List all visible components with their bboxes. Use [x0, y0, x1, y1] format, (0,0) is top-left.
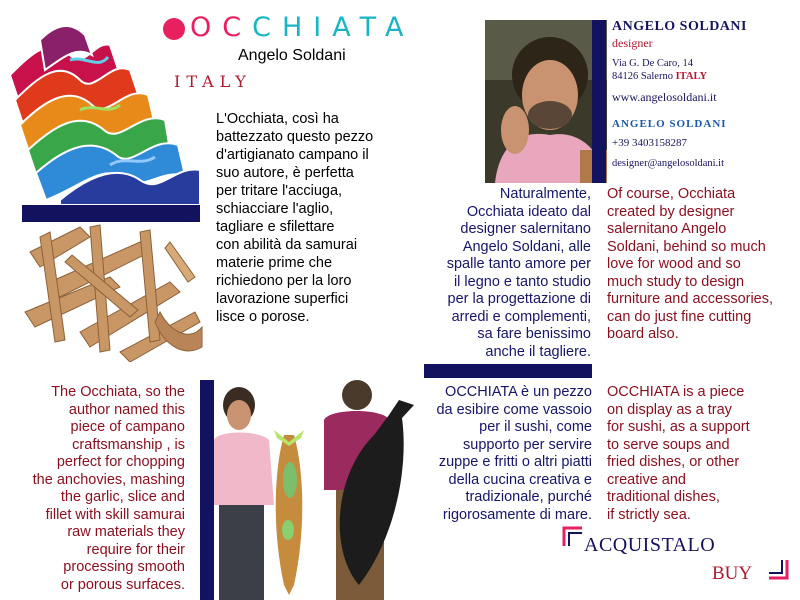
acquistalo-link[interactable]: ACQUISTALO — [584, 534, 716, 556]
card-name-repeat: ANGELO SOLDANI — [612, 118, 727, 130]
card-email[interactable]: designer@angelosoldani.it — [612, 158, 725, 169]
intro-text-it: L'Occhiata, così ha battezzato questo pezzo d'artigianato campano il suo autore, è perfetta per tritare l'acciuga, schiacciare l'aglio, tagliare e sfilettare con abilità da samurai materie prime che richiedono per la loro lavorazione superfici lisce o porose. — [216, 111, 374, 325]
card-address: Via G. De Caro, 14 84126 Salerno ITALY — [612, 58, 708, 82]
brand-title: OCCHIATA — [190, 12, 415, 43]
corner-bracket-icon — [562, 526, 584, 548]
card-name: ANGELO SOLDANI — [612, 19, 747, 34]
brand-subtitle: Angelo Soldani — [238, 47, 346, 64]
card-phone: +39 3403158287 — [612, 137, 687, 149]
designer-with-boards-photo — [214, 380, 414, 600]
display-text-en: OCCHIATA is a piece on display as a tray for sushi, as a support to serve soups and fried dishes, or other creative and traditional dishes, if strictly sea. — [607, 384, 750, 523]
wavy-boards-image — [0, 15, 205, 210]
wooden-sculpture-image — [20, 222, 205, 362]
photo-side-bar-2 — [200, 380, 214, 600]
card-role: designer — [612, 36, 653, 50]
display-text-it: OCCHIATA è un pezzo da esibire come vassoio per il sushi, come supporto per servire zuppe e fritti o altri piatti della cucina creativa e tradizionale, purché rigorosamente di mare. — [436, 384, 592, 523]
corner-bracket-icon-2 — [767, 558, 789, 580]
designer-photo — [485, 20, 607, 183]
designer-text-en: Of course, Occhiata created by designer salernitano Angelo Soldani, behind so much love for wood and so much study to design furniture and accessories, can do just fine cutting board also. — [607, 186, 774, 342]
divider-bar — [22, 205, 200, 222]
card-website[interactable]: www.angelosoldani.it — [612, 90, 717, 104]
brand-country: ITALY — [174, 72, 252, 91]
divider-bar-2 — [424, 364, 592, 378]
intro-text-en: The Occhiata, so the author named this piece of campano craftsmanship , is perfect for chopping the anchovies, mashing the garlic, slice and fillet with skill samurai raw materials they require for their processing smooth or porous surfaces. — [32, 384, 185, 593]
designer-text-it: Naturalmente, Occhiata ideato dal designer salernitano Angelo Soldani, alle spalle tanto amore per il legno e tanto studio per la progettazione di arredi e complementi, sa fare benissimo anche il tagliere. — [446, 186, 591, 360]
photo-side-bar — [592, 20, 606, 183]
buy-link[interactable]: BUY — [712, 563, 753, 584]
